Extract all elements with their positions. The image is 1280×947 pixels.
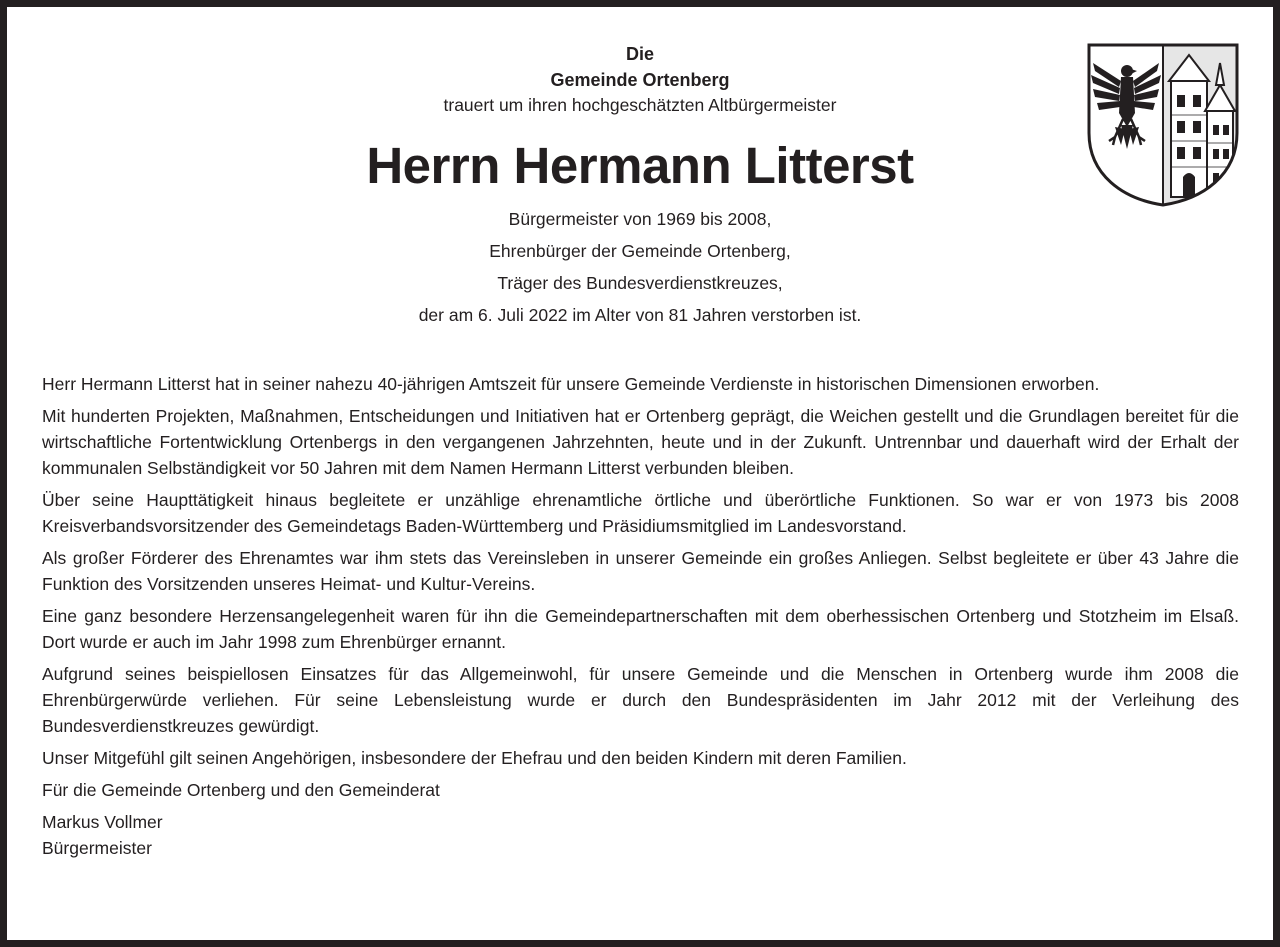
obituary-body bbox=[42, 371, 1239, 861]
notice-header bbox=[7, 41, 1273, 331]
deceased-name: Herrn Hermann Litterst bbox=[366, 137, 914, 194]
body-paragraph: Eine ganz besondere Herzensangelegenheit waren für ihn die Gemeindepartnerschaften mit dem oberhessischen Ortenberg und Stotzheim im Elsaß. Dort wurde er auch im Jahr 1998 zum Ehrenbürger ernannt. bbox=[42, 606, 1239, 652]
title-line: Träger des Bundesverdienstkreuzes, bbox=[497, 273, 783, 293]
title-line: Bürgermeister von 1969 bis 2008, bbox=[508, 209, 772, 229]
body-paragraph: Mit hunderten Projekten, Maßnahmen, Entscheidungen und Initiativen hat er Ortenberg geprägt, die Weichen gestellt und die Grundlagen bereitet für die wirtschaftliche Fortentwicklung Ortenbergs in den vergangenen Jahrzehnten, heute und in der Zukunft. Untrennbar und dauerhaft wird der Erhalt der kommunalen Selbständigkeit vor 50 Jahren mit dem Namen Hermann Litterst verbunden bleiben. bbox=[42, 406, 1239, 478]
mourning-statement: trauert um ihren hochgeschätzten Altbürgermeister bbox=[443, 95, 837, 115]
title-line: der am 6. Juli 2022 im Alter von 81 Jahren verstorben ist. bbox=[418, 305, 862, 325]
body-paragraph: Über seine Haupttätigkeit hinaus begleitete er unzählige ehrenamtliche örtliche und überörtliche Funktionen. So war er von 1973 bis 2008 Kreisverbandsvorsitzender des Gemeindetags Baden-Württemberg und Präsidiumsmitglied im Landesvorstand. bbox=[42, 490, 1239, 536]
header-article: Die bbox=[625, 44, 654, 64]
body-paragraph: Herr Hermann Litterst hat in seiner nahezu 40-jährigen Amtszeit für unsere Gemeinde Verdienste in historischen Dimensionen erworben. bbox=[42, 374, 1100, 394]
closing-line: Für die Gemeinde Ortenberg und den Gemeinderat bbox=[42, 780, 440, 800]
body-paragraph: Aufgrund seines beispiellosen Einsatzes für das Allgemeinwohl, für unsere Gemeinde und die Menschen in Ortenberg wurde ihm 2008 die Ehrenbürgerwürde verliehen. Für seine Lebensleistung wurde er durch den Bundespräsidenten im Jahr 2012 mit der Verleihung des Bundesverdienstkreuzes gewürdigt. bbox=[42, 664, 1239, 736]
body-paragraph: Als großer Förderer des Ehrenamtes war ihm stets das Vereinsleben in unserer Gemeinde ein großes Anliegen. Selbst begleitete er über 43 Jahre die Funktion des Vorsitzenden unseres Heimat- und Kultur-Vereins. bbox=[42, 548, 1239, 594]
municipality-name: Gemeinde Ortenberg bbox=[550, 70, 730, 90]
coat-of-arms-icon bbox=[1085, 41, 1241, 209]
title-line: Ehrenbürger der Gemeinde Ortenberg, bbox=[489, 241, 791, 261]
signatory-name: Markus Vollmer bbox=[42, 812, 163, 832]
body-paragraph: Unser Mitgefühl gilt seinen Angehörigen, insbesondere der Ehefrau und den beiden Kindern mit deren Familien. bbox=[42, 748, 907, 768]
deceased-titles bbox=[7, 203, 1273, 331]
signatory-role: Bürgermeister bbox=[42, 838, 152, 858]
